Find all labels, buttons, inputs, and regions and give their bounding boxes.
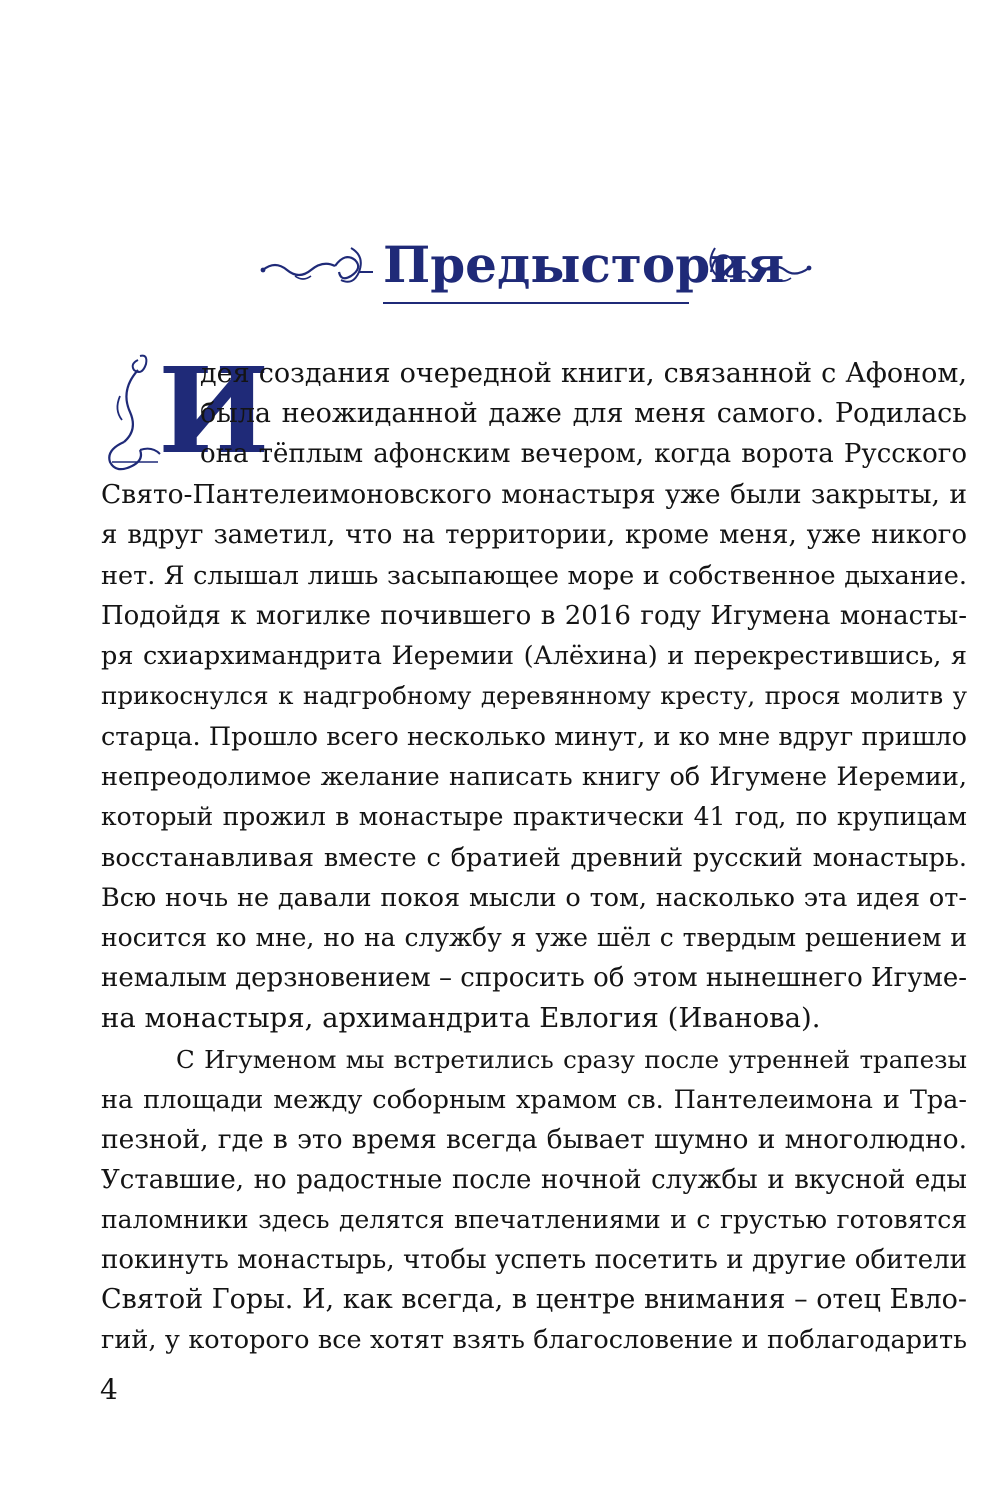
text-line: Всю ночь не давали покоя мысли о том, насколько эта идея от- bbox=[101, 883, 967, 913]
text-line: восстанавливая вместе с братией древний русский монастырь. bbox=[101, 843, 967, 873]
text-line: Свято-Пантелеимоновского монастыря уже были закрыты, и bbox=[101, 479, 967, 510]
text-line: я вдруг заметил, что на территории, кроме меня, уже никого bbox=[101, 520, 967, 550]
page-number: 4 bbox=[100, 1373, 118, 1406]
text-line: Святой Горы. И, как всегда, в центре внимания – отец Евло- bbox=[101, 1284, 967, 1315]
drop-cap bbox=[100, 341, 270, 480]
drop-cap-letter: И bbox=[158, 341, 270, 480]
text-line: носится ко мне, но на службу я уже шёл с твердым решением и bbox=[101, 923, 967, 952]
text-line: нет. Я слышал лишь засыпающее море и собственное дыхание. bbox=[101, 561, 967, 591]
text-line: который прожил в монастыре практически 41 год, по крупицам bbox=[101, 802, 967, 831]
text-line: ря схиархимандрита Иеремии (Алёхина) и перекрестившись, я bbox=[101, 641, 967, 671]
text-line: Уставшие, но радостные после ночной службы и вкусной еды bbox=[101, 1165, 967, 1195]
text-line: гий, у которого все хотят взять благословение и поблагодарить bbox=[101, 1325, 967, 1355]
text-line: старца. Прошло всего несколько минут, и ко мне вдруг пришло bbox=[101, 722, 967, 752]
page-title: Предыстория bbox=[383, 235, 785, 294]
text-line: паломники здесь делятся впечатлениями и с грустью готовятся bbox=[101, 1205, 967, 1234]
text-line: на площади между соборным храмом св. Пантелеимона и Тра- bbox=[101, 1085, 967, 1115]
text-line: пезной, где в это время всегда бывает шумно и многолюдно. bbox=[101, 1124, 967, 1155]
text-line: она тёплым афонским вечером, когда ворота Русского bbox=[200, 439, 967, 469]
right-flourish-icon bbox=[705, 238, 815, 288]
text-line: непреодолимое желание написать книгу об Игумене Иеремии, bbox=[101, 762, 967, 792]
text-line: немалым дерзновением – спросить об этом нынешнего Игуме- bbox=[101, 963, 967, 993]
text-line: прикоснулся к надгробному деревянному кресту, прося молитв у bbox=[101, 681, 967, 710]
title-underline bbox=[383, 302, 689, 304]
text-line: дея создания очередной книги, связанной с Афоном, bbox=[200, 358, 967, 389]
text-line: была неожиданной даже для меня самого. Родилась bbox=[200, 398, 967, 429]
text-line: С Игуменом мы встретились сразу после утренней трапезы bbox=[176, 1045, 967, 1074]
text-line: Подойдя к могилке почившего в 2016 году Игумена монасты- bbox=[101, 601, 967, 631]
text-line: покинуть монастырь, чтобы успеть посетить и другие обители bbox=[101, 1245, 967, 1275]
text-line: на монастыря, архимандрита Евлогия (Иванова). bbox=[101, 1002, 821, 1034]
chapter-heading bbox=[255, 228, 815, 318]
left-flourish-icon bbox=[255, 238, 375, 288]
